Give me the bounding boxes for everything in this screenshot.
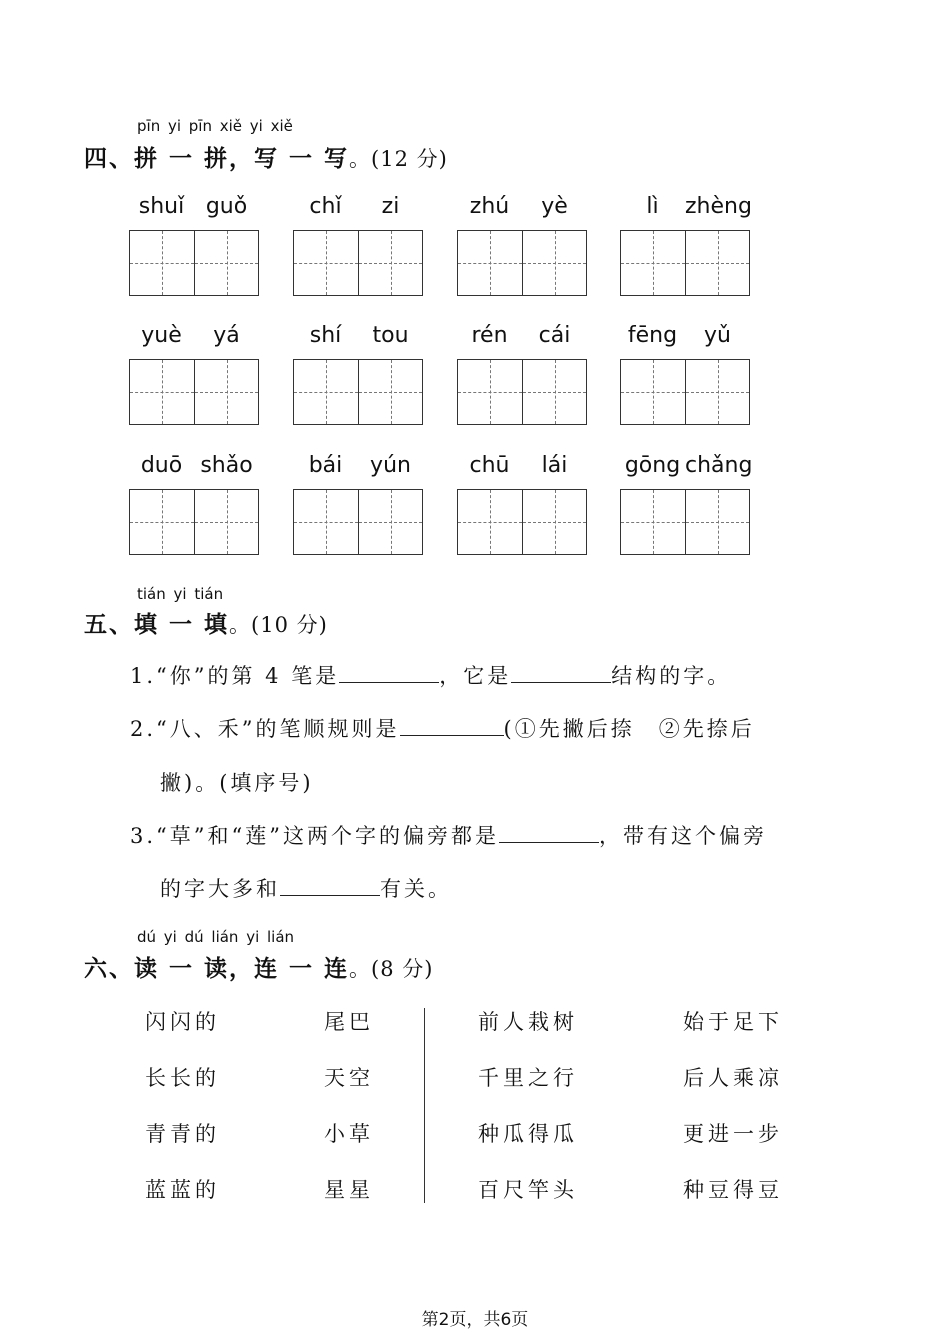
q2-text-a: 2.“八、禾”的笔顺规则是	[130, 717, 400, 741]
q3-blank-2[interactable]	[280, 875, 380, 896]
match-item-col3[interactable]: 百尺竿头	[478, 1178, 578, 1202]
section6-points: 。(8 分)	[349, 957, 434, 981]
section5-points: 。(10 分)	[229, 613, 328, 637]
tianzige-cell[interactable]	[194, 490, 258, 554]
question-2-cont	[160, 767, 314, 797]
tianzige-cell[interactable]	[130, 360, 194, 424]
pinyin-left: chū	[469, 453, 510, 478]
q2-text-b: (①先撇后捺 ②先捺后	[503, 717, 755, 741]
tianzige-cell[interactable]	[194, 360, 258, 424]
q2-text-c: 撇)。(填序号)	[160, 771, 314, 795]
match-item-col2[interactable]: 小草	[324, 1122, 374, 1146]
pinyin-left: fēng	[627, 323, 678, 348]
q2-blank[interactable]	[400, 715, 504, 736]
question-3-cont	[160, 873, 452, 903]
tianzige-cell[interactable]	[621, 231, 685, 295]
pinyin-left: shuǐ	[138, 194, 185, 219]
tianzige-cell[interactable]	[130, 231, 194, 295]
pinyin-right: yè	[541, 194, 568, 219]
section5-pinyin: tián yi tián	[137, 585, 224, 603]
match-item-col1[interactable]: 青青的	[145, 1122, 220, 1146]
pinyin-left: bái	[308, 453, 343, 478]
tianzige-box	[620, 230, 750, 296]
match-item-col2[interactable]: 天空	[324, 1066, 374, 1090]
tianzige-cell[interactable]	[458, 490, 522, 554]
match-item-col3[interactable]: 前人栽树	[478, 1010, 578, 1034]
match-item-col3[interactable]: 千里之行	[478, 1066, 578, 1090]
tianzige-box	[129, 359, 259, 425]
section5-title-text: 五、填 一 填	[84, 611, 230, 638]
match-item-col2[interactable]: 星星	[324, 1178, 374, 1202]
tianzige-cell[interactable]	[458, 231, 522, 295]
pinyin-left: yuè	[141, 323, 182, 348]
tianzige-cell[interactable]	[294, 490, 358, 554]
tianzige-box	[129, 230, 259, 296]
match-item-col4[interactable]: 后人乘凉	[683, 1066, 783, 1090]
pinyin-right: zi	[381, 194, 400, 219]
tianzige-cell[interactable]	[522, 490, 586, 554]
match-item-col1[interactable]: 蓝蓝的	[145, 1178, 220, 1202]
tianzige-cell[interactable]	[685, 490, 749, 554]
q3-text-b: ，带有这个偏旁	[598, 824, 767, 848]
q1-text-c: 结构的字。	[611, 664, 732, 688]
match-item-col1[interactable]: 长长的	[145, 1066, 220, 1090]
section4-pinyin: pīn yi pīn xiě yi xiě	[137, 117, 293, 135]
section6-title	[84, 950, 433, 983]
match-item-col3[interactable]: 种瓜得瓜	[478, 1122, 578, 1146]
match-item-col4[interactable]: 更进一步	[683, 1122, 783, 1146]
section6-pinyin: dú yi dú lián yi lián	[137, 928, 295, 946]
tianzige-cell[interactable]	[522, 231, 586, 295]
q1-blank-1[interactable]	[339, 662, 439, 683]
match-item-col4[interactable]: 始于足下	[683, 1010, 783, 1034]
tianzige-cell[interactable]	[621, 490, 685, 554]
page-footer: 第2页，共6页	[421, 1310, 529, 1330]
question-1	[130, 660, 731, 690]
tianzige-box	[457, 230, 587, 296]
tianzige-cell[interactable]	[194, 231, 258, 295]
tianzige-cell[interactable]	[294, 231, 358, 295]
pinyin-right: chǎng	[685, 453, 753, 478]
pinyin-right: cái	[538, 323, 571, 348]
pinyin-left: chǐ	[309, 194, 342, 219]
section4-title	[84, 140, 448, 173]
tianzige-cell[interactable]	[685, 360, 749, 424]
pinyin-left: lì	[646, 194, 659, 219]
tianzige-box	[293, 230, 423, 296]
section5-title	[84, 606, 328, 639]
pinyin-right: shǎo	[200, 453, 253, 478]
question-2	[130, 713, 755, 743]
question-3	[130, 820, 767, 850]
match-item-col1[interactable]: 闪闪的	[145, 1010, 220, 1034]
tianzige-box	[457, 489, 587, 555]
tianzige-box	[457, 359, 587, 425]
pinyin-right: yún	[370, 453, 411, 478]
q3-text-c: 的字大多和	[160, 877, 280, 901]
tianzige-box	[620, 359, 750, 425]
pinyin-right: tou	[372, 323, 409, 348]
tianzige-box	[129, 489, 259, 555]
tianzige-cell[interactable]	[458, 360, 522, 424]
column-divider	[424, 1008, 425, 1203]
match-item-col2[interactable]: 尾巴	[324, 1010, 374, 1034]
pinyin-left: shí	[309, 323, 342, 348]
pinyin-right: yǔ	[704, 323, 731, 348]
tianzige-box	[293, 489, 423, 555]
tianzige-cell[interactable]	[294, 360, 358, 424]
q1-text-a: 1.“你”的第 4 笔是	[130, 664, 340, 688]
q1-blank-2[interactable]	[511, 662, 611, 683]
pinyin-left: rén	[471, 323, 508, 348]
q3-blank-1[interactable]	[499, 822, 599, 843]
pinyin-left: zhú	[469, 194, 510, 219]
tianzige-cell[interactable]	[358, 490, 422, 554]
pinyin-right: yá	[213, 323, 240, 348]
section4-points: 。(12 分)	[349, 147, 448, 171]
pinyin-left: duō	[140, 453, 183, 478]
q3-text-a: 3.“草”和“莲”这两个字的偏旁都是	[130, 824, 499, 848]
tianzige-box	[293, 359, 423, 425]
tianzige-cell[interactable]	[685, 231, 749, 295]
tianzige-box	[620, 489, 750, 555]
pinyin-left: gōng	[624, 453, 681, 478]
q1-text-b: ，它是	[439, 664, 512, 688]
match-item-col4[interactable]: 种豆得豆	[683, 1178, 783, 1202]
section6-title-text: 六、读 一 读，连 一 连	[84, 955, 350, 982]
tianzige-cell[interactable]	[621, 360, 685, 424]
tianzige-cell[interactable]	[358, 231, 422, 295]
section4-title-text: 四、拼 一 拼，写 一 写	[84, 145, 350, 172]
pinyin-right: zhèng	[685, 194, 752, 219]
tianzige-cell[interactable]	[130, 490, 194, 554]
tianzige-cell[interactable]	[358, 360, 422, 424]
pinyin-right: lái	[541, 453, 568, 478]
pinyin-right: guǒ	[205, 194, 248, 219]
tianzige-cell[interactable]	[522, 360, 586, 424]
q3-text-d: 有关。	[380, 877, 452, 901]
